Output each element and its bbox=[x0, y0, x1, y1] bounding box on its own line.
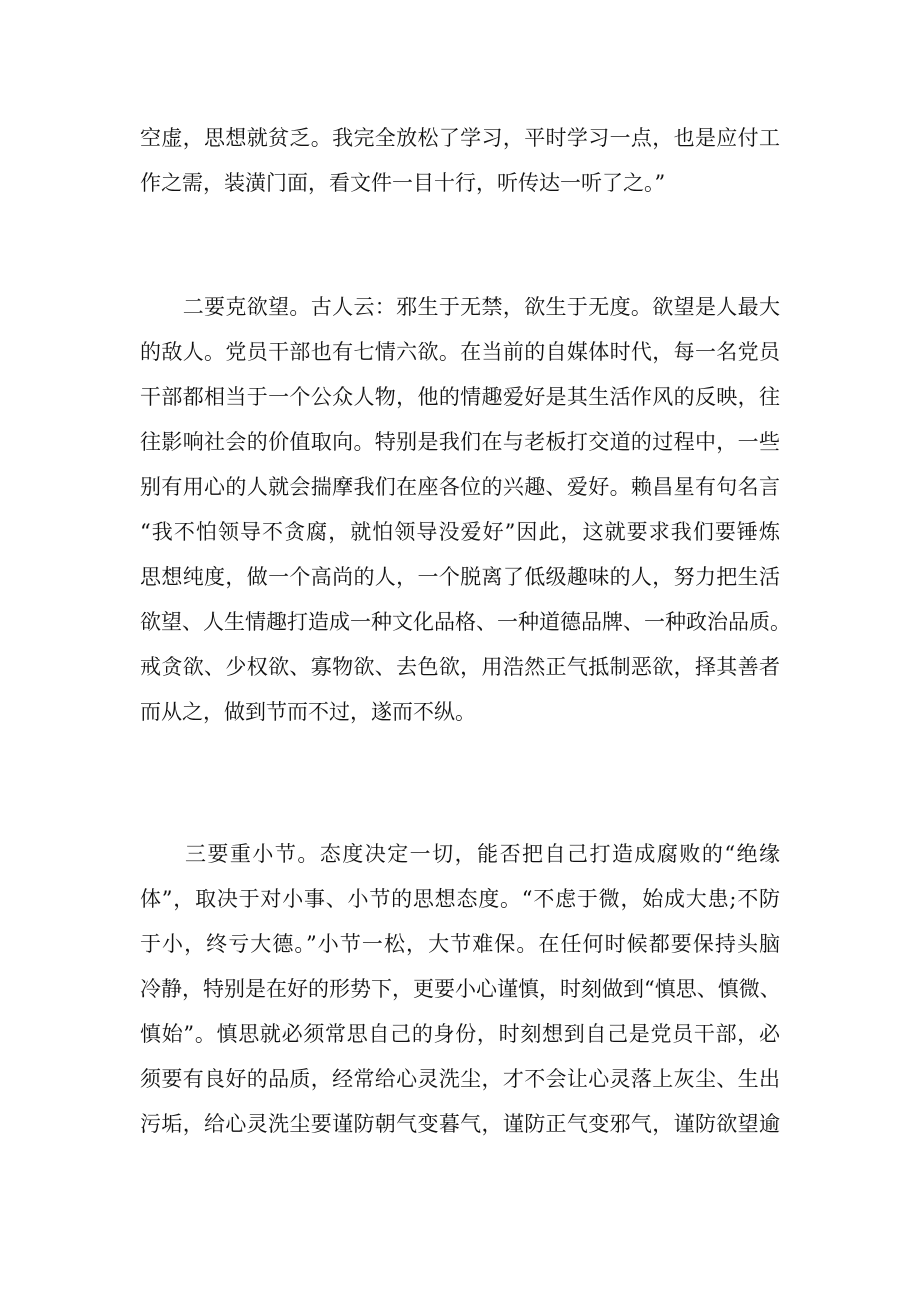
paragraph-1 bbox=[140, 116, 780, 206]
text-line: 思想纯度，做一个高尚的人，一个脱离了低级趣味的人，努力把生活 bbox=[140, 565, 780, 589]
text-line: 欲望、人生情趣打造成一种文化品格、一种道德品牌、一种政治品质。 bbox=[140, 610, 791, 634]
text-line: 二要克欲望。古人云：邪生于无禁，欲生于无度。欲望是人最大 bbox=[140, 295, 780, 319]
text-line: 干部都相当于一个公众人物，他的情趣爱好是其生活作风的反映，往 bbox=[140, 385, 780, 409]
text-line: 慎始”。慎思就必须常思自己的身份，时刻想到自己是党员干部，必 bbox=[140, 1022, 780, 1046]
text-line: 污垢，给心灵洗尘要谨防朝气变暮气，谨防正气变邪气，谨防欲望逾 bbox=[140, 1112, 780, 1136]
text-line: 三要重小节。态度决定一切，能否把自己打造成腐败的“绝缘 bbox=[140, 842, 780, 866]
text-line: 作之需，装潢门面，看文件一目十行，听传达一听了之。” bbox=[140, 171, 666, 195]
paragraph-2 bbox=[140, 285, 791, 735]
text-line: 于小，终亏大德。”小节一松，大节难保。在任何时候都要保持头脑 bbox=[140, 932, 780, 956]
text-line: 别有用心的人就会揣摩我们在座各位的兴趣、爱好。赖昌星有句名言 bbox=[140, 475, 780, 499]
text-line: 而从之，做到节而不过，遂而不纵。 bbox=[140, 700, 476, 724]
text-line: 戒贪欲、少权欲、寡物欲、去色欲，用浩然正气抵制恶欲，择其善者 bbox=[140, 655, 780, 679]
text-line: 须要有良好的品质，经常给心灵洗尘，才不会让心灵落上灰尘、生出 bbox=[140, 1067, 780, 1091]
text-line: “我不怕领导不贪腐，就怕领导没爱好”因此，这就要求我们要锤炼 bbox=[140, 520, 780, 544]
text-line: 往影响社会的价值取向。特别是我们在与老板打交道的过程中，一些 bbox=[140, 430, 780, 454]
paragraph-3 bbox=[140, 832, 780, 1147]
text-line: 体”，取决于对小事、小节的思想态度。“不虑于微，始成大患;不防 bbox=[140, 887, 780, 911]
text-line: 的敌人。党员干部也有七情六欲。在当前的自媒体时代，每一名党员 bbox=[140, 340, 780, 364]
text-line: 冷静，特别是在好的形势下，更要小心谨慎，时刻做到“慎思、慎微、 bbox=[140, 977, 781, 1001]
text-line: 空虚，思想就贫乏。我完全放松了学习，平时学习一点，也是应付工 bbox=[140, 126, 780, 150]
